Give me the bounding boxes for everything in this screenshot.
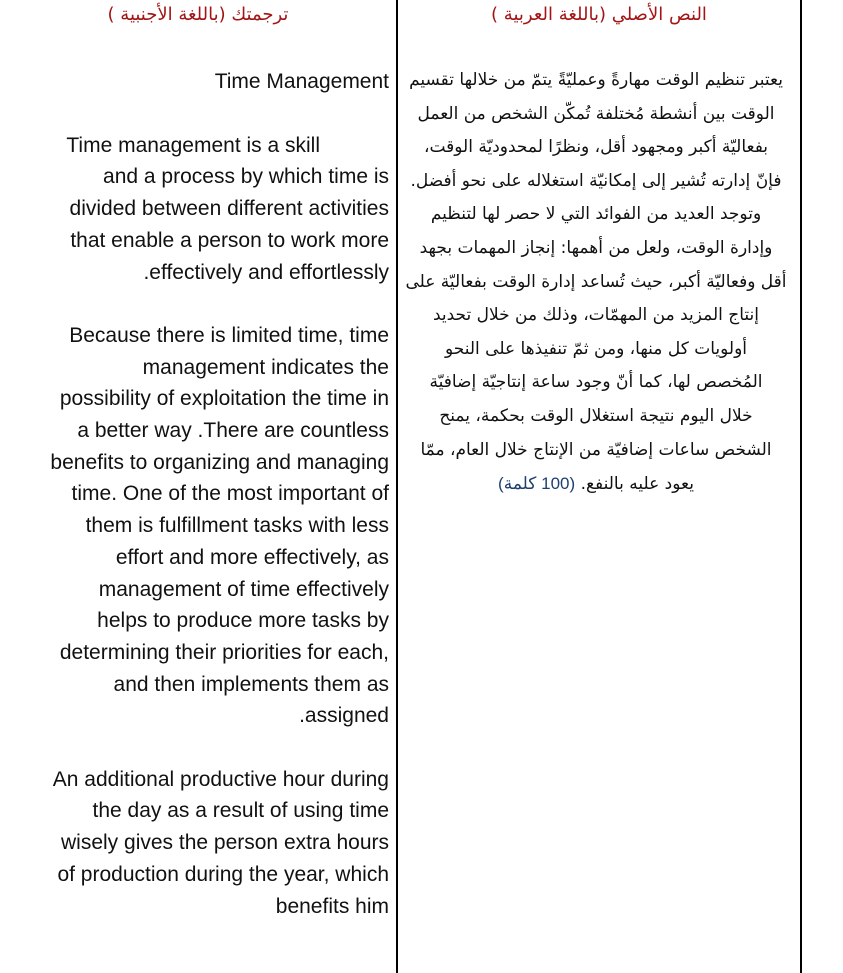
text-line: time. One of the most important of bbox=[71, 482, 389, 506]
text-line: An additional productive hour during bbox=[52, 767, 389, 791]
text-line: a better way .There are countless bbox=[77, 419, 389, 443]
translation-paragraph-3 bbox=[0, 764, 389, 923]
arabic-text-line-end: يعود عليه بالنفع. bbox=[580, 474, 694, 495]
text-line: benefits to organizing and managing bbox=[50, 450, 389, 474]
text-line: that enable a person to work more bbox=[70, 228, 389, 252]
text-line: possibility of exploitation the time in bbox=[59, 387, 389, 411]
text-line: .effectively and effortlessly bbox=[143, 260, 389, 284]
text-line: determining their priorities for each, bbox=[59, 640, 389, 664]
arabic-text-line: الوقت بين أنشطة مُختلفة تُمكّن الشخص من العمل bbox=[417, 103, 775, 124]
text-line: wisely gives the person extra hours bbox=[61, 831, 389, 855]
text-line: and then implements them as bbox=[113, 672, 389, 696]
text-line: management of time effectively bbox=[98, 577, 389, 601]
text-line: management indicates the bbox=[142, 355, 389, 379]
arabic-text-line: فإنّ إدارته تُشير إلى إمكانيّة استغلاله على نحو أفضل. bbox=[410, 170, 782, 191]
table-right-border bbox=[800, 0, 802, 973]
translation-paragraph-1 bbox=[0, 130, 389, 289]
arabic-text-line: بفعاليّة أكبر ومجهود أقل، ونظرًا لمحدوديّة الوقت، bbox=[423, 137, 769, 158]
arabic-text-line: يعتبر تنظيم الوقت مهارةً وعمليّةً يتمّ من خلالها تقسيم bbox=[409, 70, 783, 90]
header-original: النص الأصلي (باللغة العربية ) bbox=[491, 4, 707, 25]
arabic-text-line: إنتاج المزيد من المهمّات، وذلك من خلال تحديد bbox=[432, 305, 760, 326]
arabic-text-line: أقل وفعاليّة أكبر، حيث تُساعد إدارة الوقت بفعاليّة على bbox=[405, 271, 787, 292]
text-line: and a process by which time is bbox=[103, 165, 389, 189]
column-divider bbox=[396, 0, 398, 973]
text-line: the day as a result of using time bbox=[92, 799, 389, 823]
text-line: benefits him bbox=[275, 894, 389, 918]
text-line: of production during the year, which bbox=[57, 862, 389, 886]
arabic-text-line: وإدارة الوقت، ولعل من أهمها: إنجاز المهمات بجهد bbox=[419, 237, 773, 258]
text-line: helps to produce more tasks by bbox=[97, 609, 389, 633]
translation-paragraph-2 bbox=[0, 320, 389, 732]
text-line: .assigned bbox=[299, 704, 389, 728]
text-line: effort and more effectively, as bbox=[115, 545, 389, 569]
text-line: Because there is limited time, time bbox=[69, 323, 389, 347]
arabic-text-line: الشخص ساعات إضافيّة من الإنتاج خلال العام، ممّا bbox=[420, 439, 772, 460]
translation-title: Time Management bbox=[214, 70, 389, 93]
header-translation: ترجمتك (باللغة الأجنبية ) bbox=[107, 4, 289, 25]
arabic-text-line: أولويات كل منها، ومن ثمّ تنفيذها على النحو bbox=[444, 338, 748, 359]
text-line: divided between different activities bbox=[69, 197, 389, 221]
arabic-text-line: المُخصص لها، كما أنّ وجود ساعة إنتاجيّة إضافيّة bbox=[429, 372, 763, 393]
original-column bbox=[400, 64, 792, 502]
arabic-text-line: خلال اليوم نتيجة استغلال الوقت بحكمة، يمنح bbox=[439, 405, 753, 426]
text-line: them is fulfillment tasks with less bbox=[85, 514, 389, 538]
text-line: Time management is a skill bbox=[66, 133, 320, 157]
translation-column bbox=[0, 66, 389, 954]
arabic-text-line: وتوجد العديد من الفوائد التي لا حصر لها لتنظيم bbox=[430, 204, 762, 225]
arabic-last-line bbox=[400, 467, 792, 502]
word-count-label: (100 كلمة) bbox=[498, 474, 576, 494]
